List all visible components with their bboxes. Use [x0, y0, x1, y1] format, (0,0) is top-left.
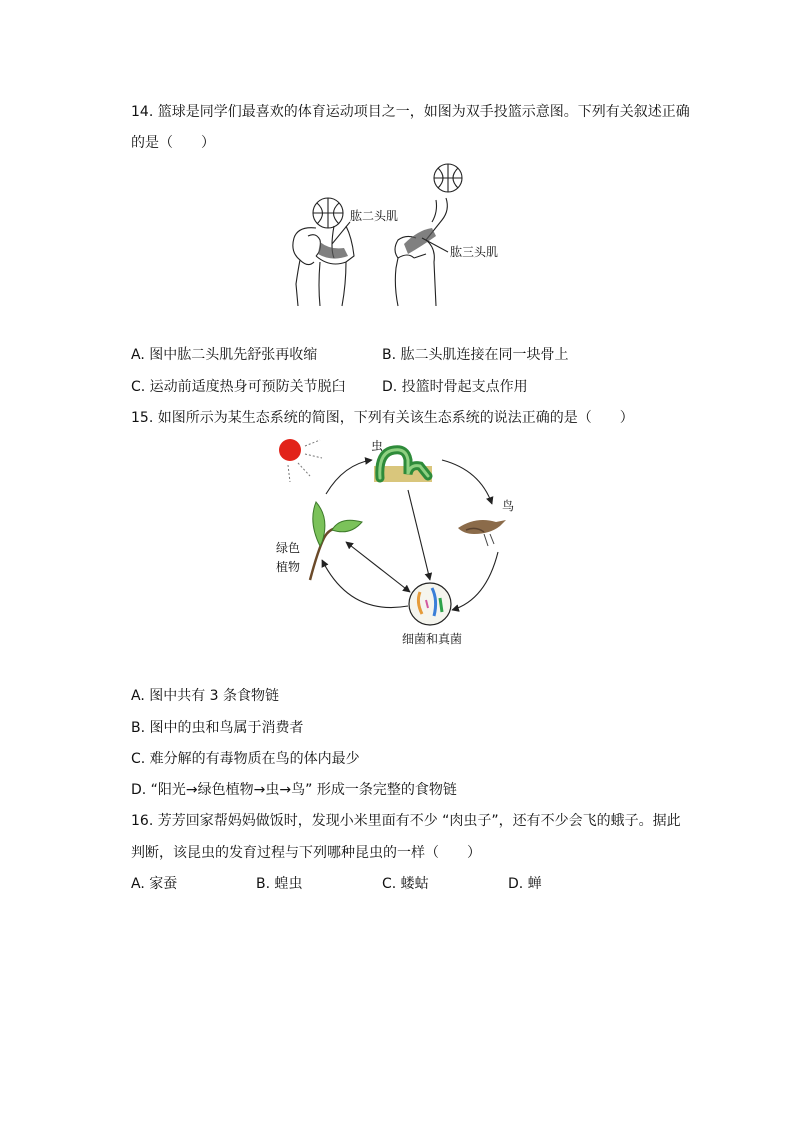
q14-stem-line2: 的是（ ）: [131, 135, 215, 151]
q16-option-d: D. 蝉: [508, 876, 542, 892]
q14-option-c: C. 运动前适度热身可预防关节脱臼: [131, 379, 346, 395]
q14-option-a: A. 图中肱二头肌先舒张再收缩: [131, 347, 318, 363]
q16-option-b: B. 蝗虫: [256, 876, 303, 892]
q15-ecosystem-figure: [270, 430, 530, 652]
label-decomposer: 细菌和真菌: [402, 632, 463, 646]
left-basketball-icon: [313, 198, 343, 228]
label-plant-line1: 绿色: [276, 541, 301, 555]
q14-basketball-figure: [286, 158, 522, 310]
q15-option-b: B. 图中的虫和鸟属于消费者: [131, 720, 304, 736]
label-insect: 虫: [371, 439, 384, 453]
q16-stem-line2: 判断，该昆虫的发育过程与下列哪种昆虫的一样（ ）: [131, 845, 481, 861]
label-biceps: 肱二头肌: [350, 209, 399, 223]
q16-option-a: A. 家蚕: [131, 876, 178, 892]
q15-option-a: A. 图中共有 3 条食物链: [131, 688, 280, 704]
label-plant-line2: 植物: [276, 560, 301, 574]
bird-icon: [458, 520, 506, 546]
q14-option-d: D. 投篮时骨起支点作用: [382, 379, 528, 395]
right-basketball-icon: [434, 164, 462, 192]
plant-icon: [310, 502, 362, 580]
biceps-shading: [318, 242, 348, 259]
q15-option-d: D. “阳光→绿色植物→虫→鸟” 形成一条完整的食物链: [131, 782, 457, 798]
sun-icon: [279, 439, 322, 482]
bacteria-fungi-icon: [409, 583, 451, 625]
label-bird: 鸟: [502, 499, 515, 513]
label-triceps: 肱三头肌: [450, 245, 499, 259]
q16-option-c: C. 蝼蛄: [382, 876, 429, 892]
q16-stem-line1: 16. 芳芳回家帮妈妈做饭时，发现小米里面有不少 “肉虫子”，还有不少会飞的蛾子。据此: [131, 813, 681, 829]
q15-stem-line1: 15. 如图所示为某生态系统的简图，下列有关该生态系统的说法正确的是（ ）: [131, 410, 634, 426]
q14-stem-line1: 14. 篮球是同学们最喜欢的体育运动项目之一，如图为双手投篮示意图。下列有关叙述正确: [131, 104, 690, 120]
q15-option-c: C. 难分解的有毒物质在鸟的体内最少: [131, 751, 360, 767]
q14-option-b: B. 肱二头肌连接在同一块骨上: [382, 347, 569, 363]
triceps-shading: [404, 228, 436, 254]
